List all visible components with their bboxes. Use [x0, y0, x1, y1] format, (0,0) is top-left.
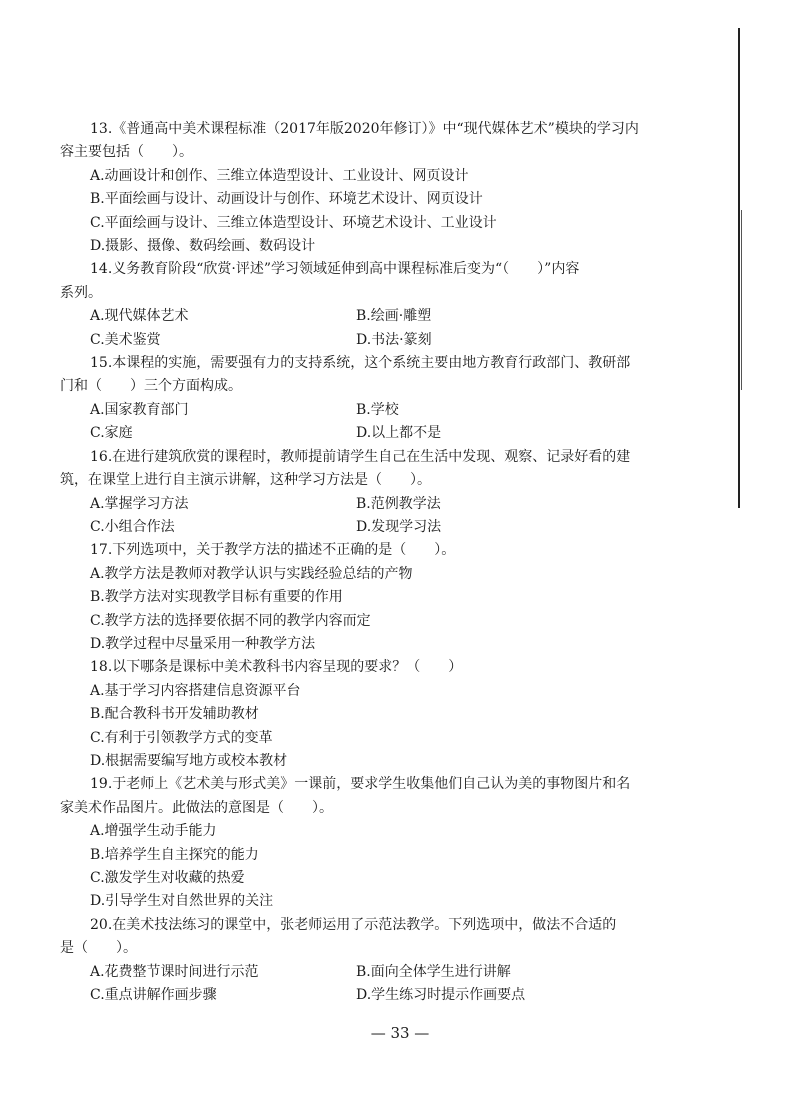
option-b: B.培养学生自主探究的能力 — [90, 846, 259, 863]
option-c: C.教学方法的选择要依据不同的教学内容而定 — [90, 612, 371, 629]
question-stem-continuation: 系列。 — [60, 284, 102, 301]
option-a: A.动画设计和创作、三维立体造型设计、工业设计、网页设计 — [90, 167, 469, 184]
question-stem-continuation: 是（ ）。 — [60, 940, 137, 957]
option-d: D.书法·篆刻 — [356, 331, 432, 348]
option-a: A.增强学生动手能力 — [90, 823, 217, 840]
option-a: A.花费整节课时间进行示范 — [90, 963, 259, 980]
option-d: D.教学过程中尽量采用一种教学方法 — [90, 635, 316, 652]
option-d: D.学生练习时提示作画要点 — [356, 987, 526, 1004]
option-b: B.平面绘画与设计、动画设计与创作、环境艺术设计、网页设计 — [90, 191, 483, 208]
question-stem-continuation: 家美术作品图片。此做法的意图是（ ）。 — [60, 799, 333, 816]
option-a: A.国家教育部门 — [90, 401, 189, 418]
options-row — [90, 422, 700, 445]
option-c: C.平面绘画与设计、三维立体造型设计、环境艺术设计、工业设计 — [90, 214, 497, 231]
question-stem: 17.下列选项中，关于教学方法的描述不正确的是（ ）。 — [90, 542, 456, 559]
option-d: D.根据需要编写地方或校本教材 — [90, 752, 288, 769]
question-18 — [90, 656, 700, 773]
options-row — [90, 493, 700, 516]
option-b: B.配合教科书开发辅助教材 — [90, 706, 259, 723]
option-a: A.基于学习内容搭建信息资源平台 — [90, 682, 301, 699]
question-16 — [60, 446, 700, 540]
question-14 — [60, 258, 700, 352]
question-stem: 13.《普通高中美术课程标准（2017年版2020年修订）》中“现代媒体艺术”模块的学习内 — [90, 121, 639, 137]
option-d: D.引导学生对自然世界的关注 — [90, 893, 274, 910]
options-row — [90, 305, 700, 328]
option-c: C.有利于引领教学方式的变革 — [90, 729, 273, 746]
question-15 — [60, 352, 700, 446]
option-d: D.摄影、摄像、数码绘画、数码设计 — [90, 238, 316, 255]
exam-page — [60, 118, 700, 1007]
option-c: C.家庭 — [90, 425, 133, 442]
option-c: C.激发学生对收藏的热爱 — [90, 870, 245, 886]
option-b: B.学校 — [356, 401, 399, 418]
question-stem: 14.义务教育阶段“欣赏·评述”学习领域延伸到高中课程标准后变为“（ ）”内容 — [90, 261, 580, 278]
option-b: B.范例教学法 — [356, 495, 441, 512]
option-c: C.美术鉴赏 — [90, 331, 161, 348]
option-b: B.教学方法对实现教学目标有重要的作用 — [90, 589, 343, 606]
question-stem: 16.在进行建筑欣赏的课程时，教师提前请学生自己在生活中发现、观察、记录好看的建 — [90, 448, 631, 465]
question-stem-continuation: 容主要包括（ ）。 — [60, 144, 193, 161]
question-stem-continuation: 筑，在课堂上进行自主演示讲解，这种学习方法是（ ）。 — [60, 472, 431, 489]
options-row — [90, 961, 700, 984]
option-d: D.以上都不是 — [356, 425, 442, 442]
option-a: A.掌握学习方法 — [90, 495, 189, 512]
option-b: B.面向全体学生进行讲解 — [356, 963, 511, 980]
question-stem: 20.在美术技法练习的课堂中，张老师运用了示范法教学。下列选项中，做法不合适的 — [90, 916, 617, 933]
option-a: A.现代媒体艺术 — [90, 308, 189, 325]
question-19 — [60, 773, 700, 913]
options-row — [90, 329, 700, 352]
options-row — [90, 399, 700, 422]
page-number: — 33 — — [370, 1024, 430, 1042]
question-stem: 19.于老师上《艺术美与形式美》一课前，要求学生收集他们自己认为美的事物图片和名 — [90, 776, 631, 793]
option-c: C.重点讲解作画步骤 — [90, 987, 217, 1004]
scan-edge-line-secondary — [741, 210, 742, 390]
option-a: A.教学方法是教师对教学认识与实践经验总结的产物 — [90, 565, 413, 582]
question-13 — [60, 118, 700, 258]
options-row — [90, 516, 700, 539]
scan-edge-line — [738, 28, 740, 508]
question-stem: 18.以下哪条是课标中美术教科书内容呈现的要求？（ ） — [90, 659, 463, 676]
question-17 — [90, 539, 700, 656]
options-row — [90, 984, 700, 1007]
option-c: C.小组合作法 — [90, 518, 175, 535]
option-b: B.绘画·雕塑 — [356, 308, 432, 325]
option-d: D.发现学习法 — [356, 518, 442, 535]
question-stem: 15.本课程的实施，需要强有力的支持系统，这个系统主要由地方教育行政部门、教研部 — [90, 355, 631, 372]
question-20 — [60, 914, 700, 1008]
question-stem-continuation: 门和（ ）三个方面构成。 — [60, 378, 242, 395]
